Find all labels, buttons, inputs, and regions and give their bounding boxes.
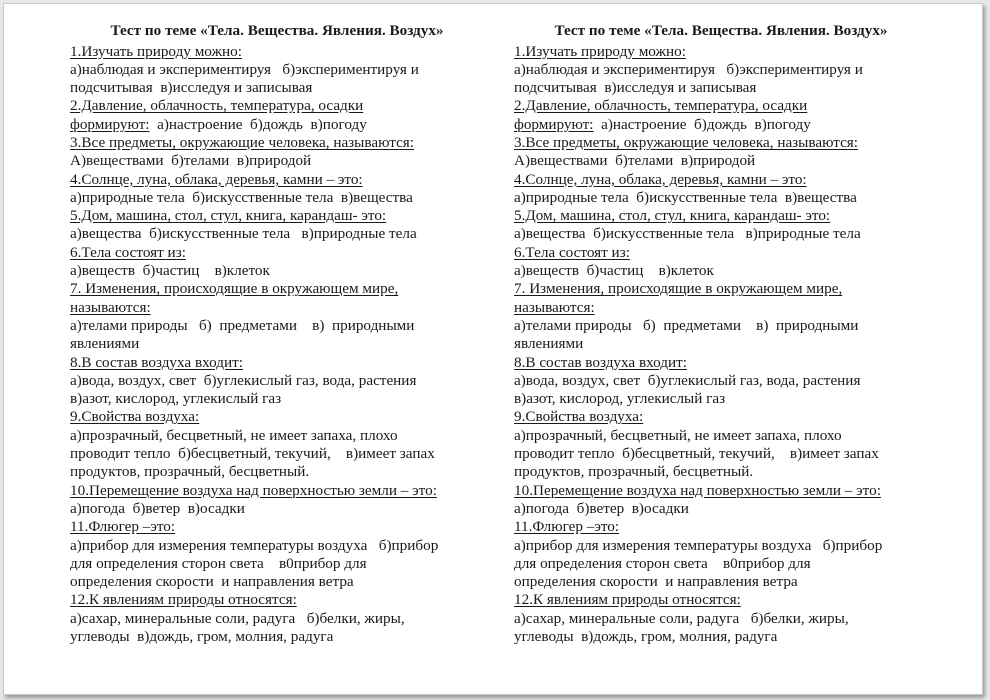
answer-options: а)сахар, минеральные соли, радуга б)белки, жиры, [70, 609, 405, 627]
question-block [70, 171, 470, 208]
test-title: Тест по теме «Тела. Вещества. Явления. Воздух» [554, 22, 888, 39]
question-text: 7. Изменения, происходящие в окружающем мире, [514, 280, 843, 298]
question-text-tail: формируют: [514, 115, 594, 133]
question-block [514, 43, 914, 98]
question-block [514, 518, 914, 591]
answer-options: продуктов, прозрачный, бесцветный. [70, 463, 310, 481]
question-block [70, 244, 470, 281]
answer-options: в)азот, кислород, углекислый газ [514, 390, 726, 408]
question-text-tail: называются: [70, 298, 151, 316]
question-text: 5.Дом, машина, стол, стул, книга, карандаш- это: [70, 207, 387, 225]
answer-options: а)погода б)ветер в)осадки [70, 499, 245, 517]
question-text: 6.Тела состоят из: [514, 243, 630, 261]
answer-options: А)веществами б)телами в)природой [70, 152, 312, 170]
question-block [514, 171, 914, 208]
question-text: 1.Изучать природу можно: [514, 42, 686, 60]
question-text: 9.Свойства воздуха: [70, 408, 200, 426]
answer-options: определения скорости и направления ветра [514, 573, 798, 591]
question-list [70, 43, 470, 647]
question-block [70, 43, 470, 98]
answer-options: а)погода б)ветер в)осадки [514, 499, 689, 517]
question-block [70, 482, 470, 519]
question-block [70, 280, 470, 353]
question-text: 2.Давление, облачность, температура, осадки [70, 97, 364, 115]
test-column-right [514, 22, 914, 646]
question-text: 7. Изменения, происходящие в окружающем мире, [70, 280, 399, 298]
question-block [70, 518, 470, 591]
question-text: 9.Свойства воздуха: [514, 408, 644, 426]
question-list [514, 43, 914, 647]
question-text: 12.К явлениям природы относятся: [70, 591, 297, 609]
question-text: 12.К явлениям природы относятся: [514, 591, 741, 609]
answer-options: а)природные тела б)искусственные тела в)вещества [514, 188, 857, 206]
question-text-continued [70, 116, 470, 134]
test-title: Тест по теме «Тела. Вещества. Явления. Воздух» [110, 22, 444, 39]
answer-options: а)прозрачный, бесцветный, не имеет запаха, плохо [514, 426, 842, 444]
question-text: 8.В состав воздуха входит: [70, 353, 243, 371]
question-text: 10.Перемещение воздуха над поверхностью земли – это: [514, 481, 881, 499]
question-block [514, 134, 914, 171]
answer-options: явлениями [70, 335, 140, 353]
answer-options: в)азот, кислород, углекислый газ [70, 390, 282, 408]
document-page [3, 3, 983, 695]
question-text-tail: называются: [514, 298, 595, 316]
answer-options: а)природные тела б)искусственные тела в)вещества [70, 188, 413, 206]
question-block [514, 207, 914, 244]
test-column-left [70, 22, 470, 646]
answer-options: а)веществ б)частиц в)клеток [514, 262, 714, 280]
question-block [70, 354, 470, 409]
question-block [70, 207, 470, 244]
answer-options: а)сахар, минеральные соли, радуга б)белки, жиры, [514, 609, 849, 627]
question-block [70, 97, 470, 134]
answer-options: А)веществами б)телами в)природой [514, 152, 756, 170]
answer-options: подсчитывая в)исследуя и записывая [514, 79, 757, 97]
question-text-continued [70, 299, 470, 317]
answer-options: для определения сторон света в0прибор для [514, 554, 811, 572]
answer-options: а)вода, воздух, свет б)углекислый газ, вода, растения [514, 371, 861, 389]
answer-options: а)прибор для измерения температуры воздуха б)прибор [514, 536, 883, 554]
question-text-tail: формируют: [70, 115, 150, 133]
question-text: 5.Дом, машина, стол, стул, книга, карандаш- это: [514, 207, 831, 225]
answer-options: а)вещества б)искусственные тела в)природные тела [70, 225, 417, 243]
answer-options: а)прозрачный, бесцветный, не имеет запаха, плохо [70, 426, 398, 444]
question-block [514, 482, 914, 519]
question-block [70, 591, 470, 646]
answer-options: а)настроение б)дождь в)погоду [149, 115, 367, 133]
answer-options: а)телами природы б) предметами в) природными [514, 316, 859, 334]
answer-options: углеводы в)дождь, гром, молния, радуга [514, 628, 778, 645]
question-text: 11.Флюгер –это: [514, 518, 620, 536]
answer-options: определения скорости и направления ветра [70, 573, 354, 591]
answer-options: проводит тепло б)бесцветный, текучий, в)имеет запах [70, 445, 435, 463]
question-block [70, 408, 470, 481]
question-block [514, 280, 914, 353]
question-text: 10.Перемещение воздуха над поверхностью земли – это: [70, 481, 437, 499]
answer-options: а)прибор для измерения температуры воздуха б)прибор [70, 536, 439, 554]
question-block [514, 354, 914, 409]
question-text: 3.Все предметы, окружающие человека, называются: [514, 133, 859, 151]
answer-options: для определения сторон света в0прибор для [70, 554, 367, 572]
question-text-continued [514, 299, 914, 317]
answer-options: а)веществ б)частиц в)клеток [70, 262, 270, 280]
question-text: 2.Давление, облачность, температура, осадки [514, 97, 808, 115]
question-block [514, 97, 914, 134]
answer-options: продуктов, прозрачный, бесцветный. [514, 463, 754, 481]
answer-options: подсчитывая в)исследуя и записывая [70, 79, 313, 97]
question-text: 11.Флюгер –это: [70, 518, 176, 536]
answer-options: а)настроение б)дождь в)погоду [593, 115, 811, 133]
answer-options: а)наблюдая и экспериментируя б)экспериментируя и [70, 60, 419, 78]
question-block [514, 244, 914, 281]
question-text: 6.Тела состоят из: [70, 243, 186, 261]
answer-options: углеводы в)дождь, гром, молния, радуга [70, 628, 334, 645]
question-text: 4.Солнце, луна, облака, деревья, камни – это: [70, 170, 363, 188]
answer-options: явлениями [514, 335, 584, 353]
answer-options: а)вода, воздух, свет б)углекислый газ, вода, растения [70, 371, 417, 389]
answer-options: а)вещества б)искусственные тела в)природные тела [514, 225, 861, 243]
question-block [514, 591, 914, 646]
answer-options: а)телами природы б) предметами в) природными [70, 316, 415, 334]
answer-options: а)наблюдая и экспериментируя б)экспериментируя и [514, 60, 863, 78]
question-text: 1.Изучать природу можно: [70, 42, 242, 60]
question-text-continued [514, 116, 914, 134]
question-block [70, 134, 470, 171]
question-block [514, 408, 914, 481]
question-text: 4.Солнце, луна, облака, деревья, камни – это: [514, 170, 807, 188]
question-text: 3.Все предметы, окружающие человека, называются: [70, 133, 415, 151]
answer-options: проводит тепло б)бесцветный, текучий, в)имеет запах [514, 445, 879, 463]
question-text: 8.В состав воздуха входит: [514, 353, 687, 371]
